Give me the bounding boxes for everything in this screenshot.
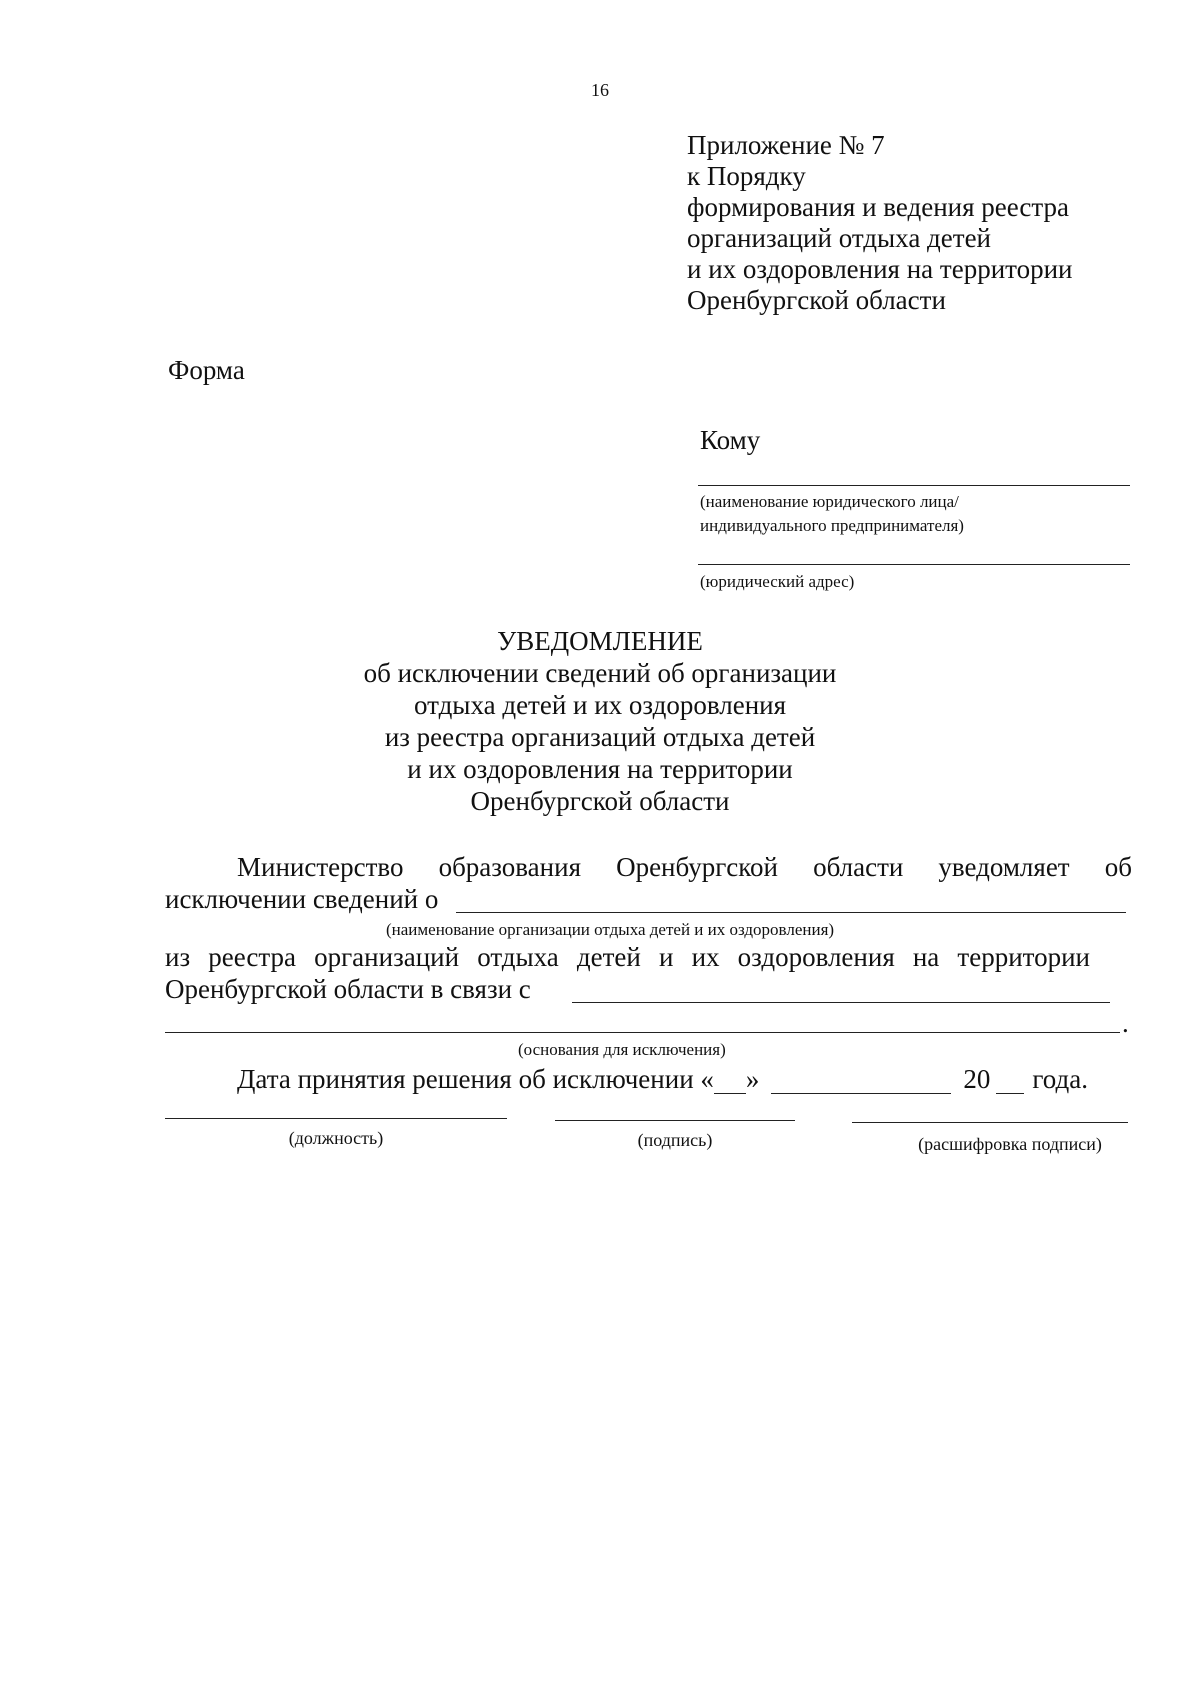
year-prefix: 20 <box>963 1064 991 1094</box>
body-word: образования <box>438 852 581 882</box>
appendix-line: Оренбургской области <box>687 285 946 315</box>
decision-date-row <box>237 1064 1088 1094</box>
signature-line[interactable] <box>555 1120 795 1121</box>
month-blank[interactable] <box>771 1069 951 1094</box>
name-decoding-line[interactable] <box>852 1122 1128 1123</box>
recipient-name-caption: (наименование юридического лица/ <box>700 492 959 511</box>
recipient-to-label: Кому <box>700 425 761 455</box>
position-line[interactable] <box>165 1118 507 1119</box>
title-line: из реестра организаций отдыха детей <box>384 722 816 752</box>
title-line: и их оздоровления на территории <box>407 754 793 784</box>
title-line: об исключении сведений об организации <box>363 658 837 688</box>
document-title <box>300 625 900 817</box>
body-word: уведомляет <box>938 852 1070 882</box>
page-number: 16 <box>591 80 609 100</box>
appendix-line: Приложение № 7 <box>687 130 885 160</box>
reason-line-end: . <box>1122 1008 1129 1038</box>
name-decoding-caption: (расшифровка подписи) <box>918 1134 1102 1154</box>
form-label: Форма <box>168 355 245 385</box>
body-word: об <box>1104 852 1132 882</box>
year-blank[interactable] <box>996 1069 1024 1094</box>
body-line-4: Оренбургской области в связи с <box>165 974 531 1004</box>
title-line: Оренбургской области <box>470 786 730 816</box>
body-line-2: исключении сведений о <box>165 884 439 914</box>
organization-name-caption: (наименование организации отдыха детей и их оздоровления) <box>386 920 835 939</box>
reason-line-2[interactable] <box>165 1032 1120 1033</box>
signature-caption: (подпись) <box>637 1130 713 1150</box>
appendix-line: и их оздоровления на территории <box>687 254 1073 284</box>
body-word: области <box>813 852 904 882</box>
body-line-3: из реестра организаций отдыха детей и их оздоровления на территории <box>165 942 1090 972</box>
appendix-line: формирования и ведения реестра <box>687 192 1070 222</box>
title-heading: УВЕДОМЛЕНИЕ <box>497 626 703 656</box>
day-blank[interactable] <box>714 1069 746 1094</box>
year-suffix: года. <box>1032 1064 1088 1094</box>
position-caption: (должность) <box>288 1128 384 1148</box>
date-quote-close: » <box>745 1064 760 1094</box>
title-line: отдыха детей и их оздоровления <box>413 690 787 720</box>
body-word: Оренбургской <box>616 852 778 882</box>
appendix-line: организаций отдыха детей <box>687 223 992 253</box>
date-label: Дата принятия решения об исключении « <box>237 1064 714 1094</box>
reason-line[interactable] <box>572 1002 1110 1003</box>
recipient-address-caption: (юридический адрес) <box>700 572 855 591</box>
reason-caption: (основания для исключения) <box>518 1040 726 1059</box>
recipient-name-caption: индивидуального предпринимателя) <box>700 516 964 535</box>
appendix-line: к Порядку <box>687 161 806 191</box>
recipient-address-line[interactable] <box>698 564 1130 565</box>
body-line-1 <box>237 852 1132 882</box>
body-word: Министерство <box>237 852 404 882</box>
organization-name-line[interactable] <box>456 912 1126 913</box>
appendix-block <box>687 130 1073 316</box>
recipient-name-line[interactable] <box>698 485 1130 486</box>
